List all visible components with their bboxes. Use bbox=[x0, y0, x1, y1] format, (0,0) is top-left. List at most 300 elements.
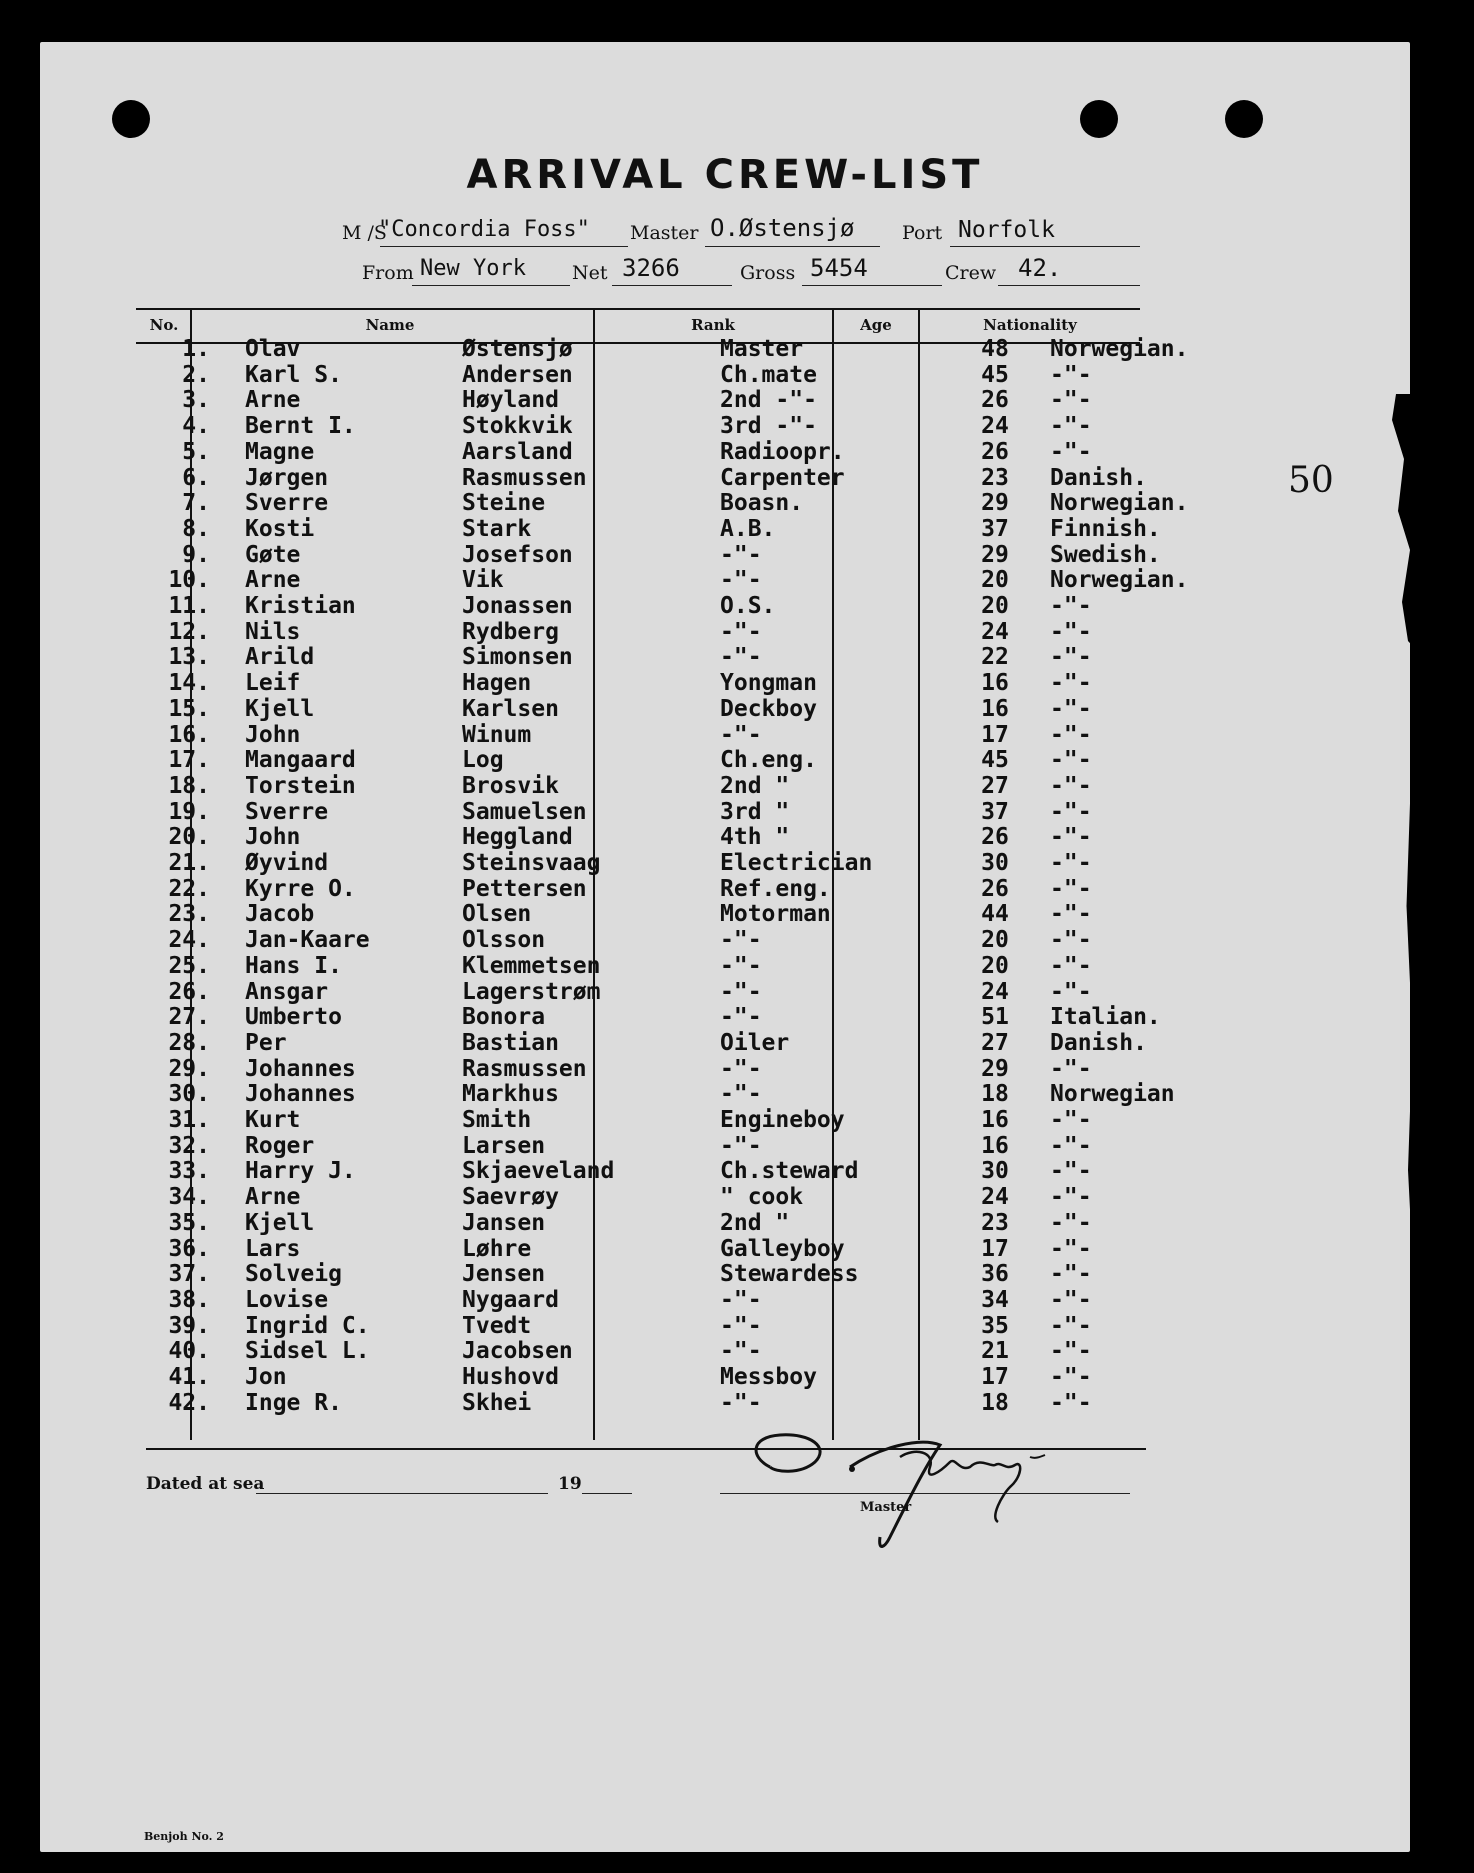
rank: -"- bbox=[720, 1132, 762, 1159]
age: 45 bbox=[981, 361, 1009, 388]
age: 17 bbox=[981, 1364, 1009, 1390]
crew-row bbox=[40, 387, 1410, 413]
first-name: Arne bbox=[245, 567, 301, 594]
first-name: Kjell bbox=[245, 1209, 315, 1236]
age: 16 bbox=[981, 1107, 1009, 1133]
rank: Ch.eng. bbox=[720, 747, 817, 774]
rank: -"- bbox=[720, 618, 762, 645]
crew-row bbox=[40, 1364, 1410, 1390]
last-name: Jansen bbox=[462, 1209, 546, 1236]
rank: Ch.steward bbox=[720, 1158, 859, 1185]
crew-row bbox=[40, 901, 1410, 927]
port-value: Norfolk bbox=[958, 217, 1055, 243]
rank: Deckboy bbox=[720, 695, 817, 722]
document-title: ARRIVAL CREW-LIST bbox=[466, 152, 984, 198]
first-name: Johannes bbox=[245, 1081, 356, 1108]
crew-number: 20. bbox=[168, 824, 210, 851]
first-name: Ingrid C. bbox=[245, 1312, 370, 1339]
first-name: Per bbox=[245, 1029, 287, 1056]
last-name: Østensjø bbox=[462, 336, 573, 362]
crew-number: 19. bbox=[168, 798, 210, 825]
last-name: Andersen bbox=[462, 361, 573, 388]
crew-number: 35. bbox=[168, 1209, 210, 1236]
dated-label: Dated at sea bbox=[146, 1474, 265, 1494]
age: 30 bbox=[981, 1158, 1009, 1185]
last-name: Høyland bbox=[462, 387, 559, 414]
master-label: Master bbox=[630, 222, 699, 244]
rank: -"- bbox=[720, 567, 762, 594]
punch-hole-middle bbox=[1080, 100, 1118, 138]
from-label: From bbox=[362, 262, 414, 284]
table-top-rule bbox=[136, 308, 1140, 310]
last-name: Log bbox=[462, 747, 504, 774]
from-value: New York bbox=[420, 256, 526, 281]
rank: 3rd -"- bbox=[720, 413, 817, 440]
rank: -"- bbox=[720, 927, 762, 954]
crew-row bbox=[40, 336, 1410, 362]
last-name: Samuelsen bbox=[462, 798, 587, 825]
last-name: Josefson bbox=[462, 541, 573, 568]
last-name: Hushovd bbox=[462, 1364, 559, 1390]
last-name: Brosvik bbox=[462, 772, 559, 799]
crew-row bbox=[40, 1081, 1410, 1107]
first-name: Kjell bbox=[245, 695, 315, 722]
first-name: Arild bbox=[245, 644, 315, 671]
crew-number: 18. bbox=[168, 772, 210, 799]
crew-row bbox=[40, 516, 1410, 542]
age: 35 bbox=[981, 1312, 1009, 1339]
crew-row bbox=[40, 413, 1410, 439]
first-name: Arne bbox=[245, 387, 301, 414]
age: 24 bbox=[981, 618, 1009, 645]
column-header-rank: Rank bbox=[691, 316, 735, 334]
crew-row bbox=[40, 799, 1410, 825]
crew-row bbox=[40, 593, 1410, 619]
first-name: Jan-Kaare bbox=[245, 927, 370, 954]
age: 24 bbox=[981, 1184, 1009, 1211]
first-name: Magne bbox=[245, 438, 315, 465]
crew-number: 34. bbox=[168, 1184, 210, 1211]
rank: Boasn. bbox=[720, 490, 804, 517]
first-name: Karl S. bbox=[245, 361, 342, 388]
nationality: -"- bbox=[1050, 387, 1092, 414]
nationality: Danish. bbox=[1050, 464, 1147, 491]
port-label: Port bbox=[902, 222, 943, 244]
crew-number: 28. bbox=[168, 1029, 210, 1056]
crew-number: 14. bbox=[168, 670, 210, 697]
last-name: Markhus bbox=[462, 1081, 559, 1108]
nationality: -"- bbox=[1050, 644, 1092, 671]
master-signature-label: Master bbox=[860, 1500, 912, 1515]
crew-row bbox=[40, 722, 1410, 748]
rank: -"- bbox=[720, 1055, 762, 1082]
crew-number: 42. bbox=[168, 1389, 210, 1416]
rank: Engineboy bbox=[720, 1107, 845, 1133]
crew-number: 6. bbox=[182, 464, 210, 491]
last-name: Rydberg bbox=[462, 618, 559, 645]
crew-number: 10. bbox=[168, 567, 210, 594]
age: 37 bbox=[981, 515, 1009, 542]
age: 26 bbox=[981, 387, 1009, 414]
rank: Ch.mate bbox=[720, 361, 817, 388]
age: 20 bbox=[981, 927, 1009, 954]
nationality: Norwegian. bbox=[1050, 567, 1189, 594]
last-name: Aarsland bbox=[462, 438, 573, 465]
age: 44 bbox=[981, 901, 1009, 928]
nationality: -"- bbox=[1050, 901, 1092, 928]
first-name: Gøte bbox=[245, 541, 301, 568]
nationality: -"- bbox=[1050, 361, 1092, 388]
age: 45 bbox=[981, 747, 1009, 774]
first-name: Hans I. bbox=[245, 952, 342, 979]
nationality: -"- bbox=[1050, 695, 1092, 722]
first-name: Olav bbox=[245, 336, 301, 362]
last-name: Skjaeveland bbox=[462, 1158, 615, 1185]
age: 51 bbox=[981, 1004, 1009, 1031]
nationality: Danish. bbox=[1050, 1029, 1147, 1056]
form-print-mark: Benjoh No. 2 bbox=[144, 1830, 224, 1843]
crew-row bbox=[40, 542, 1410, 568]
last-name: Simonsen bbox=[462, 644, 573, 671]
rank: Motorman bbox=[720, 901, 831, 928]
nationality: Swedish. bbox=[1050, 541, 1161, 568]
nationality: -"- bbox=[1050, 1107, 1092, 1133]
punch-hole-left bbox=[112, 100, 150, 138]
first-name: Kurt bbox=[245, 1107, 301, 1133]
crew-row bbox=[40, 1390, 1410, 1416]
crew-number: 41. bbox=[168, 1364, 210, 1390]
nationality: -"- bbox=[1050, 1389, 1092, 1416]
crew-row bbox=[40, 439, 1410, 465]
master-signature bbox=[740, 1427, 1080, 1557]
crew-number: 36. bbox=[168, 1235, 210, 1262]
first-name: Roger bbox=[245, 1132, 315, 1159]
first-name: Øyvind bbox=[245, 850, 329, 876]
rank: A.B. bbox=[720, 515, 776, 542]
gross-value: 5454 bbox=[810, 254, 868, 282]
first-name: Solveig bbox=[245, 1261, 342, 1288]
nationality: -"- bbox=[1050, 1312, 1092, 1339]
last-name: Heggland bbox=[462, 824, 573, 851]
nationality: Norwegian. bbox=[1050, 490, 1189, 517]
crew-list-document bbox=[40, 42, 1410, 1852]
age: 24 bbox=[981, 978, 1009, 1005]
crew-number: 1. bbox=[182, 336, 210, 362]
crew-row bbox=[40, 465, 1410, 491]
crew-row bbox=[40, 670, 1410, 696]
last-name: Karlsen bbox=[462, 695, 559, 722]
column-header-nationality: Nationality bbox=[983, 316, 1077, 334]
crew-row bbox=[40, 876, 1410, 902]
crew-row bbox=[40, 953, 1410, 979]
crew-row bbox=[40, 1056, 1410, 1082]
net-value: 3266 bbox=[622, 254, 680, 282]
crew-number: 25. bbox=[168, 952, 210, 979]
rank: 3rd " bbox=[720, 798, 790, 825]
vessel-value: "Concordia Foss" bbox=[378, 217, 590, 242]
last-name: Larsen bbox=[462, 1132, 546, 1159]
last-name: Saevrøy bbox=[462, 1184, 559, 1211]
first-name: Inge R. bbox=[245, 1389, 342, 1416]
age: 20 bbox=[981, 952, 1009, 979]
nationality: -"- bbox=[1050, 1055, 1092, 1082]
rank: Electrician bbox=[720, 850, 873, 876]
nationality: -"- bbox=[1050, 721, 1092, 748]
rank: Galleyboy bbox=[720, 1235, 845, 1262]
first-name: John bbox=[245, 824, 301, 851]
age: 27 bbox=[981, 772, 1009, 799]
crew-row bbox=[40, 1158, 1410, 1184]
last-name: Vik bbox=[462, 567, 504, 594]
rank: Stewardess bbox=[720, 1261, 859, 1288]
first-name: Ansgar bbox=[245, 978, 329, 1005]
crew-number: 38. bbox=[168, 1286, 210, 1313]
crew-row bbox=[40, 362, 1410, 388]
crew-number: 27. bbox=[168, 1004, 210, 1031]
age: 23 bbox=[981, 1209, 1009, 1236]
crew-number: 37. bbox=[168, 1261, 210, 1288]
last-name: Lagerstrøm bbox=[462, 978, 601, 1005]
crew-row bbox=[40, 1261, 1410, 1287]
crew-number: 12. bbox=[168, 618, 210, 645]
nationality: -"- bbox=[1050, 1184, 1092, 1211]
nationality: -"- bbox=[1050, 1158, 1092, 1185]
age: 20 bbox=[981, 593, 1009, 619]
age: 29 bbox=[981, 541, 1009, 568]
crew-number: 5. bbox=[182, 438, 210, 465]
nationality: Norwegian bbox=[1050, 1081, 1175, 1108]
age: 21 bbox=[981, 1338, 1009, 1365]
crew-number: 21. bbox=[168, 850, 210, 876]
age: 20 bbox=[981, 567, 1009, 594]
first-name: Sverre bbox=[245, 798, 329, 825]
age: 17 bbox=[981, 721, 1009, 748]
last-name: Bastian bbox=[462, 1029, 559, 1056]
crew-row bbox=[40, 773, 1410, 799]
age: 26 bbox=[981, 875, 1009, 902]
margin-page-number: 50 bbox=[1288, 460, 1334, 501]
last-name: Skhei bbox=[462, 1389, 532, 1416]
age: 27 bbox=[981, 1029, 1009, 1056]
crew-row bbox=[40, 927, 1410, 953]
rank: -"- bbox=[720, 1312, 762, 1339]
crew-number: 16. bbox=[168, 721, 210, 748]
nationality: -"- bbox=[1050, 952, 1092, 979]
age: 29 bbox=[981, 1055, 1009, 1082]
crew-number: 31. bbox=[168, 1107, 210, 1133]
rank: -"- bbox=[720, 1286, 762, 1313]
crew-number: 13. bbox=[168, 644, 210, 671]
age: 24 bbox=[981, 413, 1009, 440]
age: 36 bbox=[981, 1261, 1009, 1288]
rank: Messboy bbox=[720, 1364, 817, 1390]
last-name: Winum bbox=[462, 721, 532, 748]
age: 23 bbox=[981, 464, 1009, 491]
crew-number: 3. bbox=[182, 387, 210, 414]
crew-row bbox=[40, 850, 1410, 876]
first-name: Bernt I. bbox=[245, 413, 356, 440]
rank: Radioopr. bbox=[720, 438, 845, 465]
crew-row bbox=[40, 1133, 1410, 1159]
rank: -"- bbox=[720, 644, 762, 671]
crew-number: 33. bbox=[168, 1158, 210, 1185]
first-name: Jørgen bbox=[245, 464, 329, 491]
gross-label: Gross bbox=[740, 262, 796, 284]
rank: -"- bbox=[720, 1338, 762, 1365]
crew-number: 8. bbox=[182, 515, 210, 542]
crew-number: 15. bbox=[168, 695, 210, 722]
first-name: Jon bbox=[245, 1364, 287, 1390]
vessel-label: M /S bbox=[342, 222, 387, 244]
first-name: Arne bbox=[245, 1184, 301, 1211]
nationality: Italian. bbox=[1050, 1004, 1161, 1031]
crew-number: 2. bbox=[182, 361, 210, 388]
age: 26 bbox=[981, 824, 1009, 851]
rank: -"- bbox=[720, 1004, 762, 1031]
crew-number: 29. bbox=[168, 1055, 210, 1082]
age: 16 bbox=[981, 1132, 1009, 1159]
rank: -"- bbox=[720, 1389, 762, 1416]
crew-number: 24. bbox=[168, 927, 210, 954]
nationality: Norwegian. bbox=[1050, 336, 1189, 362]
crew-number: 32. bbox=[168, 1132, 210, 1159]
first-name: Torstein bbox=[245, 772, 356, 799]
last-name: Stark bbox=[462, 515, 532, 542]
age: 26 bbox=[981, 438, 1009, 465]
nationality: -"- bbox=[1050, 438, 1092, 465]
rank: Master bbox=[720, 336, 804, 362]
first-name: Nils bbox=[245, 618, 301, 645]
age: 16 bbox=[981, 695, 1009, 722]
first-name: Jacob bbox=[245, 901, 315, 928]
crew-row bbox=[40, 1313, 1410, 1339]
age: 18 bbox=[981, 1081, 1009, 1108]
rank: Ref.eng. bbox=[720, 875, 831, 902]
rank: -"- bbox=[720, 721, 762, 748]
crew-number: 30. bbox=[168, 1081, 210, 1108]
crew-row bbox=[40, 567, 1410, 593]
crew-row bbox=[40, 1184, 1410, 1210]
rank: 2nd " bbox=[720, 772, 790, 799]
last-name: Jacobsen bbox=[462, 1338, 573, 1365]
nationality: -"- bbox=[1050, 772, 1092, 799]
nationality: -"- bbox=[1050, 824, 1092, 851]
nationality: -"- bbox=[1050, 1364, 1092, 1390]
crew-row bbox=[40, 1338, 1410, 1364]
first-name: Sverre bbox=[245, 490, 329, 517]
crew-row bbox=[40, 1004, 1410, 1030]
crew-number: 7. bbox=[182, 490, 210, 517]
last-name: Klemmetsen bbox=[462, 952, 601, 979]
age: 17 bbox=[981, 1235, 1009, 1262]
age: 48 bbox=[981, 336, 1009, 362]
nationality: -"- bbox=[1050, 927, 1092, 954]
first-name: Kosti bbox=[245, 515, 315, 542]
rank: -"- bbox=[720, 978, 762, 1005]
crew-row bbox=[40, 1236, 1410, 1262]
last-name: Løhre bbox=[462, 1235, 532, 1262]
crew-row bbox=[40, 824, 1410, 850]
crew-number: 11. bbox=[168, 593, 210, 619]
last-name: Jonassen bbox=[462, 593, 573, 619]
crew-number: 40. bbox=[168, 1338, 210, 1365]
last-name: Nygaard bbox=[462, 1286, 559, 1313]
first-name: Kristian bbox=[245, 593, 356, 619]
crew-row bbox=[40, 1107, 1410, 1133]
age: 22 bbox=[981, 644, 1009, 671]
last-name: Rasmussen bbox=[462, 464, 587, 491]
nationality: -"- bbox=[1050, 413, 1092, 440]
first-name: Kyrre O. bbox=[245, 875, 356, 902]
nationality: Finnish. bbox=[1050, 515, 1161, 542]
rank: 2nd " bbox=[720, 1209, 790, 1236]
nationality: -"- bbox=[1050, 798, 1092, 825]
first-name: John bbox=[245, 721, 301, 748]
nationality: -"- bbox=[1050, 618, 1092, 645]
first-name: Johannes bbox=[245, 1055, 356, 1082]
age: 30 bbox=[981, 850, 1009, 876]
nationality: -"- bbox=[1050, 1338, 1092, 1365]
year-label: 19 bbox=[558, 1474, 582, 1494]
crew-row bbox=[40, 1210, 1410, 1236]
rank: Oiler bbox=[720, 1029, 790, 1056]
crew-number: 26. bbox=[168, 978, 210, 1005]
first-name: Lovise bbox=[245, 1286, 329, 1313]
first-name: Sidsel L. bbox=[245, 1338, 370, 1365]
crew-value: 42. bbox=[1018, 254, 1062, 282]
rank: " cook bbox=[720, 1184, 804, 1211]
first-name: Leif bbox=[245, 670, 301, 697]
last-name: Jensen bbox=[462, 1261, 546, 1288]
rank: Carpenter bbox=[720, 464, 845, 491]
last-name: Tvedt bbox=[462, 1312, 532, 1339]
column-header-age: Age bbox=[860, 316, 892, 334]
nationality: -"- bbox=[1050, 1235, 1092, 1262]
nationality: -"- bbox=[1050, 747, 1092, 774]
net-label: Net bbox=[572, 262, 608, 284]
crew-row bbox=[40, 747, 1410, 773]
crew-number: 9. bbox=[182, 541, 210, 568]
column-header-name: Name bbox=[365, 316, 415, 334]
crew-row bbox=[40, 1030, 1410, 1056]
crew-number: 4. bbox=[182, 413, 210, 440]
crew-number: 39. bbox=[168, 1312, 210, 1339]
age: 37 bbox=[981, 798, 1009, 825]
crew-row bbox=[40, 1287, 1410, 1313]
nationality: -"- bbox=[1050, 593, 1092, 619]
rank: 4th " bbox=[720, 824, 790, 851]
age: 18 bbox=[981, 1389, 1009, 1416]
first-name: Mangaard bbox=[245, 747, 356, 774]
nationality: -"- bbox=[1050, 1132, 1092, 1159]
nationality: -"- bbox=[1050, 670, 1092, 697]
master-value: O.Østensjø bbox=[710, 214, 855, 242]
age: 16 bbox=[981, 670, 1009, 697]
crew-number: 22. bbox=[168, 875, 210, 902]
age: 34 bbox=[981, 1286, 1009, 1313]
crew-row bbox=[40, 979, 1410, 1005]
crew-row bbox=[40, 644, 1410, 670]
rank: -"- bbox=[720, 952, 762, 979]
punch-hole-right bbox=[1225, 100, 1263, 138]
last-name: Steinsvaag bbox=[462, 850, 601, 876]
age: 29 bbox=[981, 490, 1009, 517]
crew-number: 17. bbox=[168, 747, 210, 774]
last-name: Rasmussen bbox=[462, 1055, 587, 1082]
last-name: Olsson bbox=[462, 927, 546, 954]
crew-row bbox=[40, 619, 1410, 645]
rank: 2nd -"- bbox=[720, 387, 817, 414]
